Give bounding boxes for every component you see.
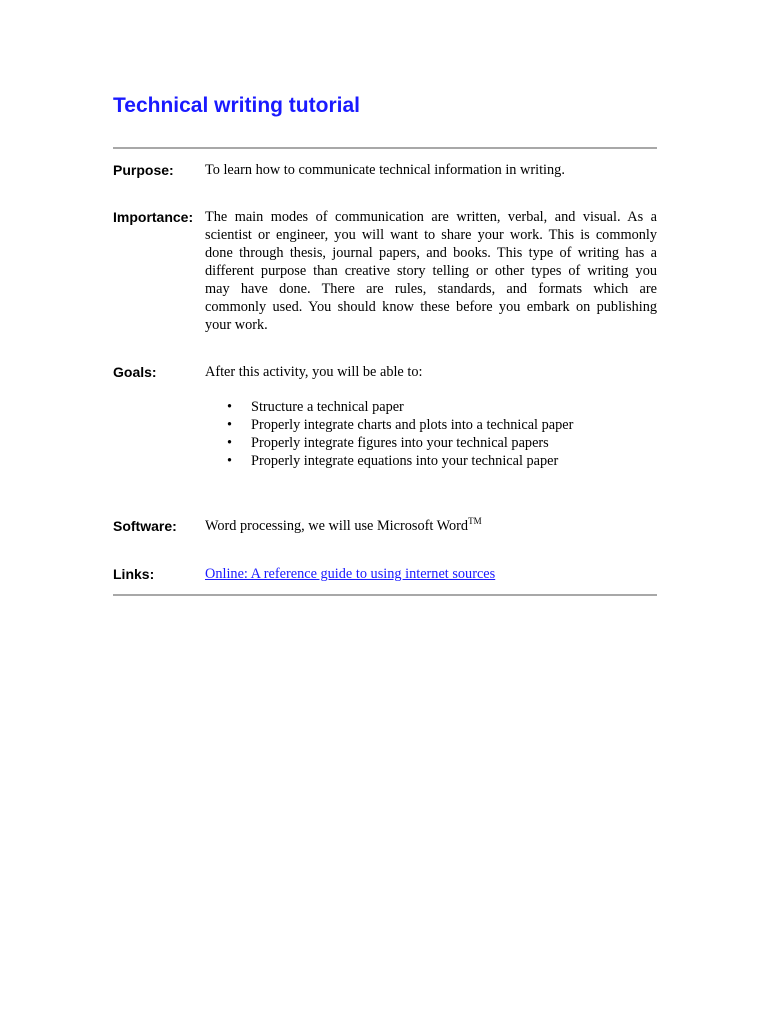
list-item-text: Properly integrate figures into your technical papers	[251, 435, 549, 451]
software-label: Software:	[113, 518, 177, 534]
importance-line: commonly used. You should know these before you embark on publishing	[205, 299, 657, 315]
software-text-container	[205, 517, 657, 535]
bottom-divider	[113, 594, 657, 596]
list-item	[225, 416, 655, 434]
importance-line: your work.	[205, 317, 268, 333]
top-divider	[113, 147, 657, 149]
links-label: Links:	[113, 566, 155, 582]
goals-intro: After this activity, you will be able to:	[205, 364, 423, 380]
goals-label: Goals:	[113, 364, 157, 380]
list-item	[225, 452, 655, 470]
bullet-icon: •	[227, 399, 233, 415]
list-item-text: Properly integrate charts and plots into a technical paper	[251, 417, 574, 433]
importance-line: done through thesis, journal papers, and books. This type of writing has a	[205, 245, 657, 261]
list-item	[225, 434, 655, 452]
bullet-icon: •	[227, 453, 233, 469]
importance-line: The main modes of communication are written, verbal, and visual. As a	[205, 209, 657, 225]
bullet-icon: •	[227, 435, 233, 451]
links-container	[205, 565, 657, 583]
bullet-icon: •	[227, 417, 233, 433]
goals-list	[225, 398, 655, 470]
purpose-text: To learn how to communicate technical information in writing.	[205, 162, 565, 178]
importance-label: Importance:	[113, 209, 194, 225]
importance-line: different purpose than creative story telling or other types of writing you	[205, 263, 657, 279]
purpose-label: Purpose:	[113, 162, 174, 178]
list-item-text: Structure a technical paper	[251, 399, 404, 415]
trademark-superscript: TM	[468, 516, 482, 526]
document-title: Technical writing tutorial	[113, 94, 360, 117]
importance-paragraph	[205, 208, 657, 334]
importance-line: scientist or engineer, you will want to share your work. This is commonly	[205, 227, 657, 243]
list-item	[225, 398, 655, 416]
importance-line: may have done. There are rules, standards, and formats which are	[205, 281, 657, 297]
list-item-text: Properly integrate equations into your technical paper	[251, 453, 559, 469]
internet-sources-link[interactable]: Online: A reference guide to using internet sources	[205, 566, 496, 582]
software-text: Word processing, we will use Microsoft Word	[205, 518, 469, 534]
